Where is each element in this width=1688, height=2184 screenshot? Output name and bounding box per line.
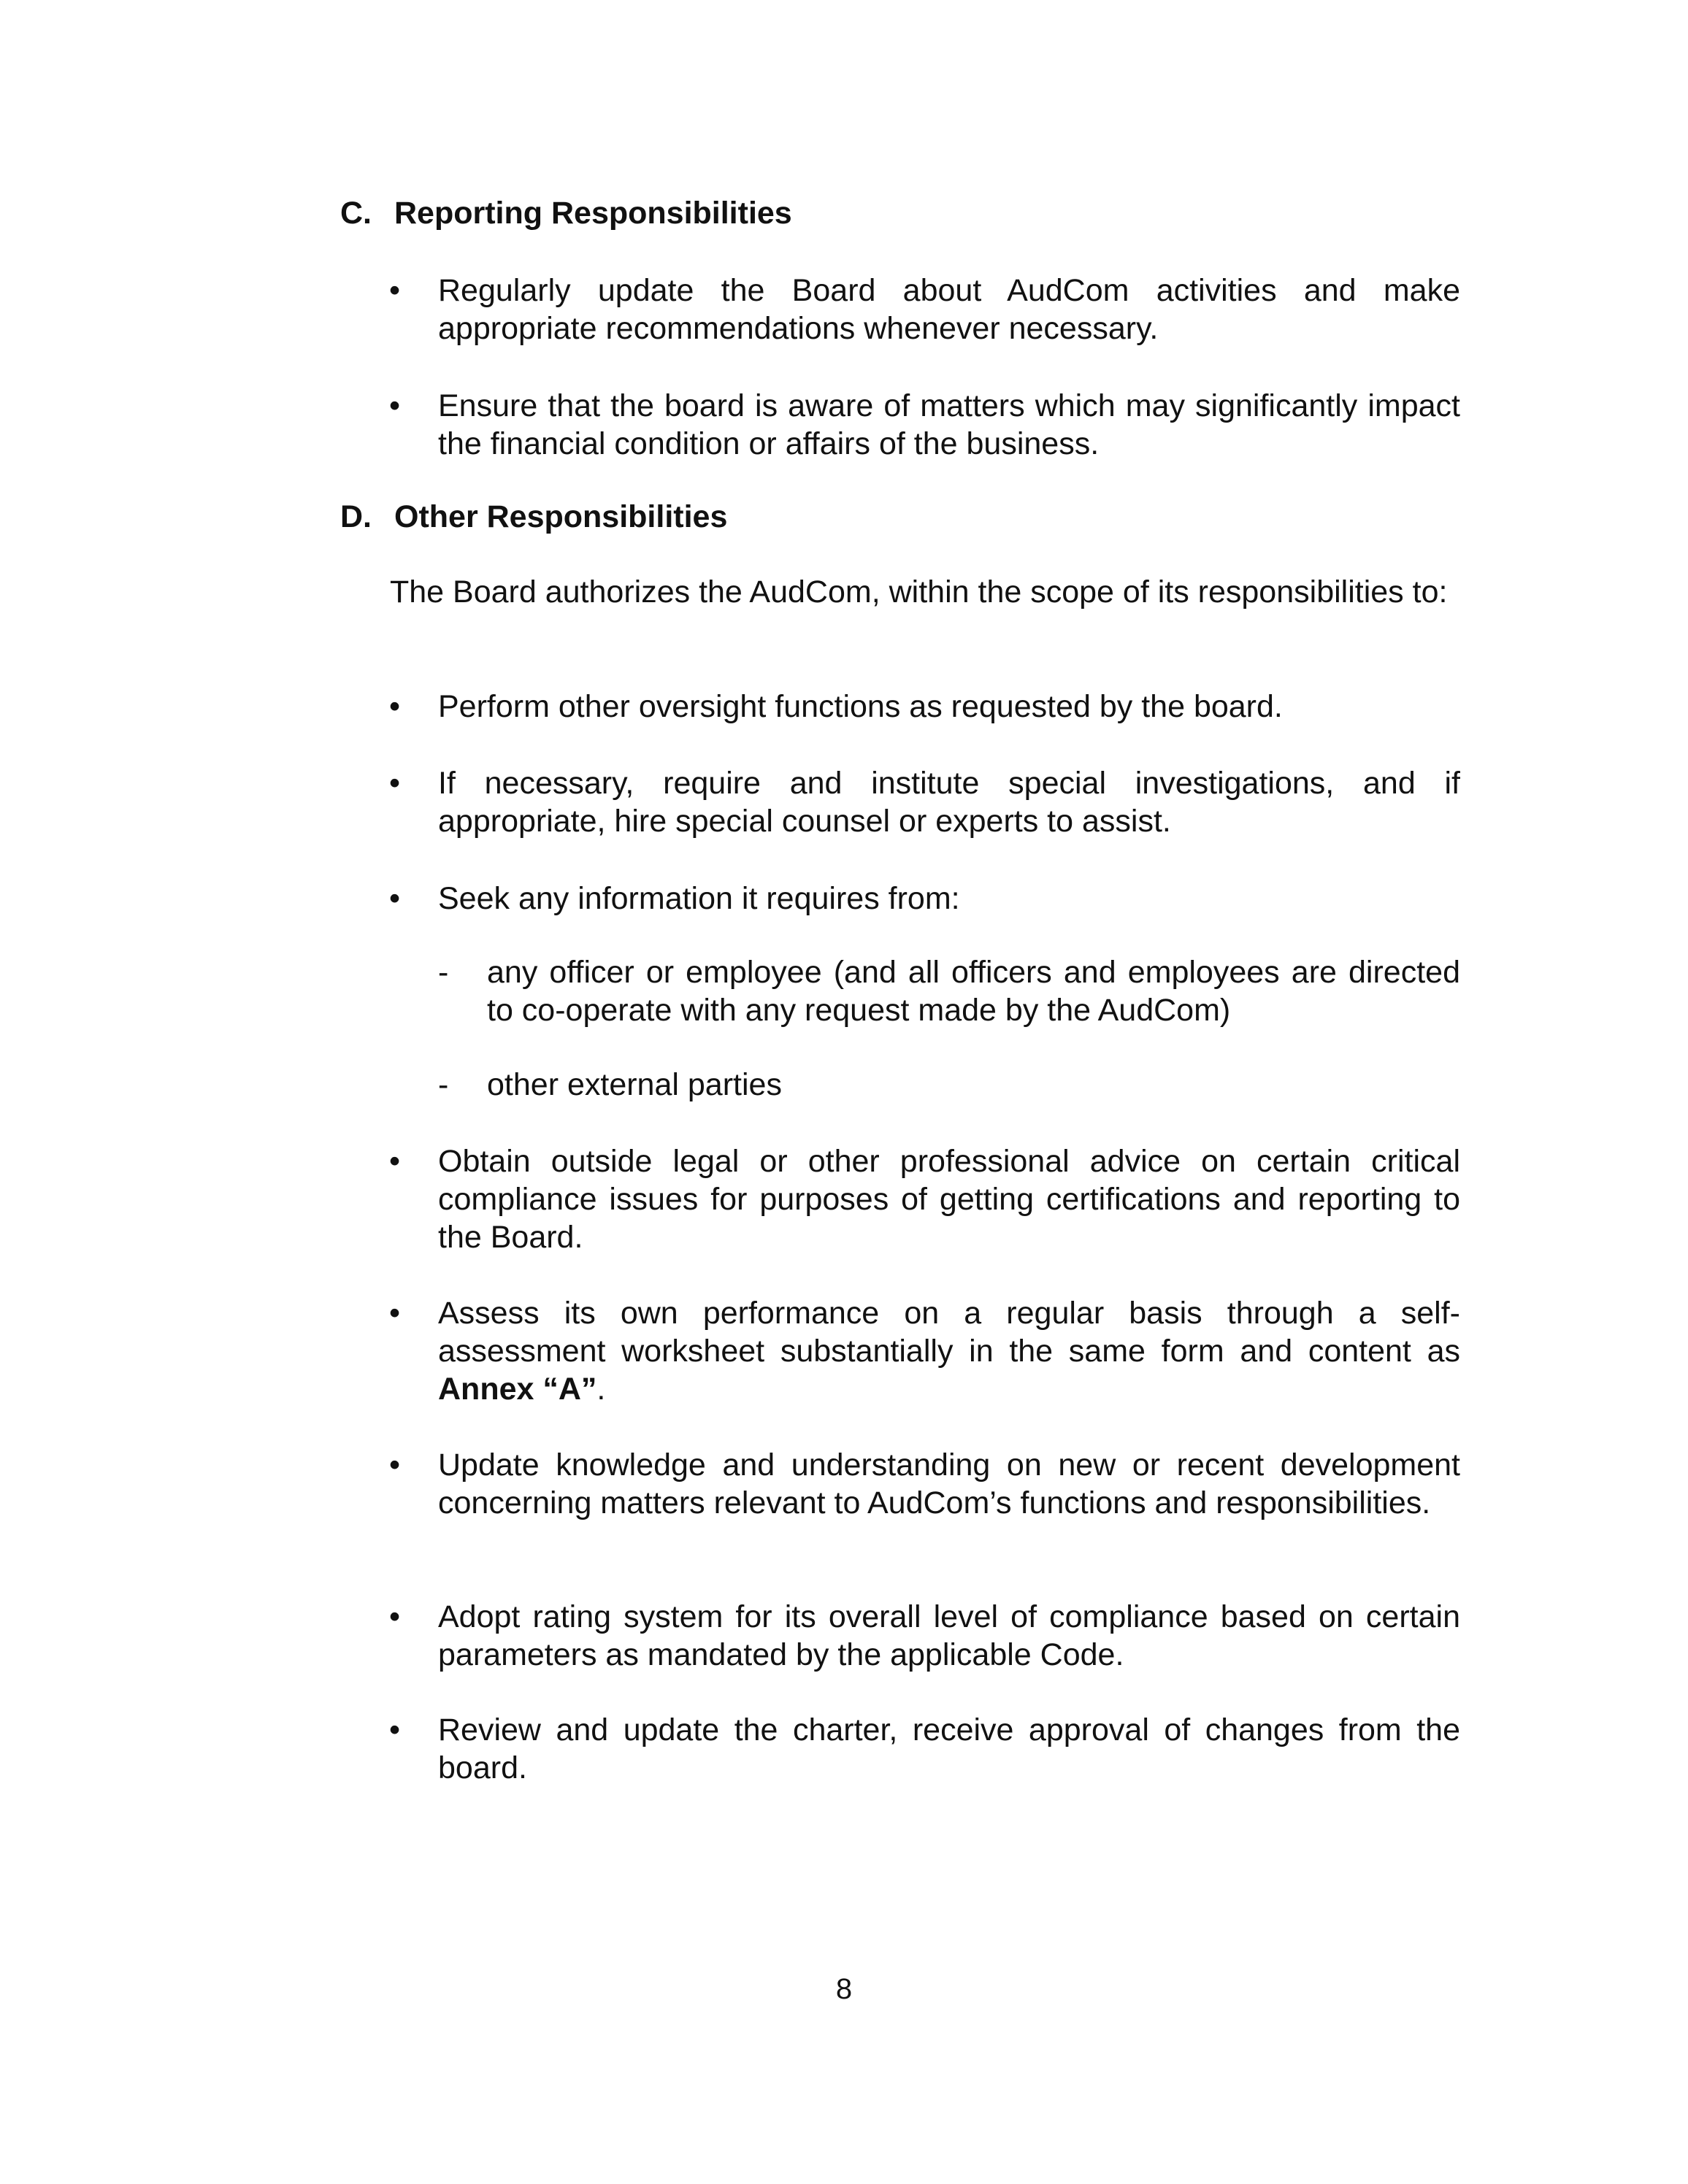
bullet-icon: • <box>389 273 401 308</box>
section-c-heading <box>340 194 792 232</box>
annex-period: . <box>596 1372 606 1407</box>
bullet-icon: • <box>389 881 401 916</box>
section-d-heading <box>340 498 727 536</box>
bullet-icon: • <box>389 1296 401 1331</box>
dash-icon: - <box>438 955 449 990</box>
section-c-title: Reporting Responsibilities <box>394 196 792 231</box>
bullet-icon: • <box>389 1447 401 1483</box>
section-d-item-8: Review and update the charter, receive approval of changes from the board. <box>438 1712 1460 1785</box>
section-c-letter: C. <box>340 196 372 231</box>
annex-reference: Annex “A” <box>438 1372 597 1407</box>
bullet-icon: • <box>389 1599 401 1634</box>
bullet-icon: • <box>389 689 401 724</box>
section-d-intro: The Board authorizes the AudCom, within the scope of its responsibilities to: <box>390 574 1448 610</box>
section-d-title: Other Responsibilities <box>394 499 728 534</box>
bullet-icon: • <box>389 1144 401 1179</box>
section-d-item-1: Perform other oversight functions as requested by the board. <box>438 689 1283 724</box>
section-c-item-2: Ensure that the board is aware of matters which may significantly impact the financial condition or affairs of the business. <box>438 388 1460 461</box>
section-d-item-4: Obtain outside legal or other professional advice on certain critical compliance issues for purposes of getting certifications and reporting to the Board. <box>438 1144 1460 1255</box>
bullet-icon: • <box>389 388 401 423</box>
section-d-item-2: If necessary, require and institute special investigations, and if appropriate, hire special counsel or experts to assist. <box>438 766 1460 839</box>
bullet-icon: • <box>389 1712 401 1747</box>
section-d-item-6: Update knowledge and understanding on new or recent development concerning matters relevant to AudCom’s functions and responsibilities. <box>438 1447 1460 1520</box>
page-number: 8 <box>835 1973 853 2005</box>
section-d-item-3: Seek any information it requires from: <box>438 881 960 916</box>
section-d-subitem-2: other external parties <box>487 1067 782 1102</box>
section-d-letter: D. <box>340 499 372 534</box>
dash-icon: - <box>438 1067 449 1102</box>
section-d-item-7: Adopt rating system for its overall level of compliance based on certain parameters as mandated by the applicable Code. <box>438 1599 1460 1672</box>
section-d-item-5-text: Assess its own performance on a regular basis through a self-assessment worksheet substantially in the same form and content as <box>438 1296 1460 1369</box>
bullet-icon: • <box>389 766 401 801</box>
section-d-subitem-1: any officer or employee (and all officers and employees are directed to co-operate with any request made by the AudCom) <box>487 955 1460 1028</box>
section-d-item-5 <box>438 1294 1460 1408</box>
section-c-item-1: Regularly update the Board about AudCom activities and make appropriate recommendations whenever necessary. <box>438 273 1460 346</box>
